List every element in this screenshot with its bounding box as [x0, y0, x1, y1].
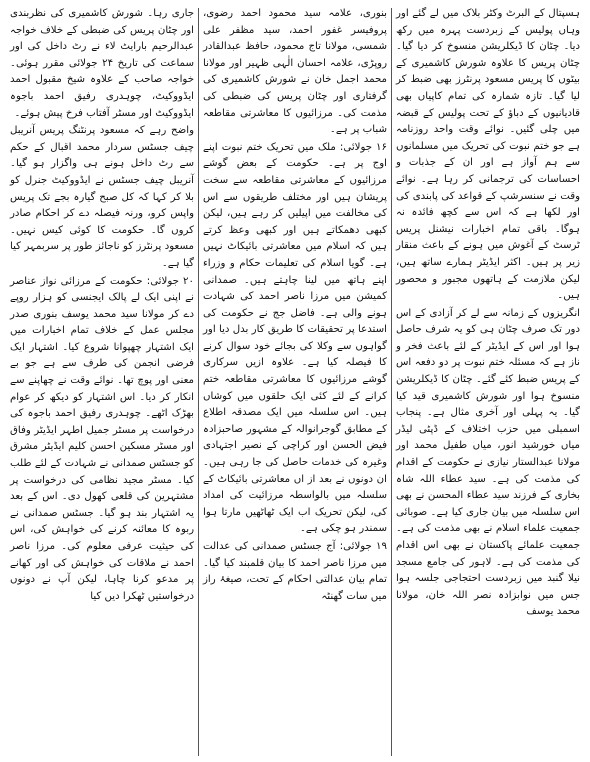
column-right	[392, 6, 584, 758]
paragraph: ہسپتال کے البرٹ وکٹر بلاک میں لے گئے اور وہاں پولیس کے زبردست پہرہ میں رکھ دیا۔ چٹان کا ڈیکلریشن منسوخ کر دیا گیا۔ چٹان پریس کا علاوہ شورش کاشمیری کے بیٹوں کا پریس مسعود پرنٹرز بھی ضبط کر لیا گیا۔ تازہ شمارہ کی تمام کاپیاں بھی قادیانیوں کے دباؤ کے تحت پولیس کے قبضہ میں چلی گئیں۔ نوائے وقت واحد روزنامہ ہے جو ختم نبوت کی تحریک میں مسلمانوں سے ہم آواز ہے اور ان کے جذبات و احساسات کی ترجمانی کر رہا ہے۔ نوائے وقت نے سنسرشپ کے قواعد کی پابندی کی اور لکھا ہے کہ اس سے کچھ فائدہ نہ ہوگا۔ باقی تمام اخبارات نیشنل پریس ٹرسٹ کے آغوش میں ہونے کے باعث منقار زیر پر ہیں۔ اکثر ایڈیٹر ہمارے ساتھ ہیں، لیکن ملازمت کے ہاتھوں مجبور و محصور ہیں۔	[396, 8, 580, 302]
paragraph: ۱۶ جولائی: ملک میں تحریک ختم نبوت اپنے اوج پر ہے۔ حکومت کے بعض گوشے مرزائیوں کے معاشرتی مقاطعہ سے سخت پریشان ہیں اور مختلف طریقوں سے اس کی مخالفت میں اپیلیں کر رہے ہیں، لیکن کبھی دھمکاتے ہیں اور کبھی وعظ کرتے ہیں کہ اسلام میں معاشرتی بائیکاٹ نہیں ہے۔ گویا اسلام کی تعلیمات حکام و وزراء اپنے ہاتھ میں لینا چاہتے ہیں۔ صمدانی کمیشن میں مرزا ناصر احمد کی شہادت ہونے والی ہے۔ فاضل جج نے حکومت کی استدعا پر تحقیقات کا طریق کار بدل دیا اور گواہوں سے وکلا کی بجائے خود سوال کرنے کا فیصلہ کیا ہے۔ علاوہ ازیں سرکاری گوشے مرزائیوں کا معاشرتی مقاطعہ ختم کرانے کے لئے کئی ایک حلقوں میں کوشاں ہیں۔ اس سلسلہ میں ایک مصدقہ اطلاع کے مطابق گوجرانوالہ کے مشہور صاحبزادہ فیض الحسن اور کراچی کے نصیر اجتہادی وغیرہ کی خدمات حاصل کی جا رہی ہیں۔ ان دونوں نے بعد از اں معاشرتی بائیکاٹ کے سلسلہ میں بالواسطہ مرزائیت کی امداد کی، لیکن تحریک اب ایک ٹھاٹھیں مارتا ہوا سمندر ہو چکی ہے۔	[203, 141, 387, 535]
paragraph: ۱۹ جولائی: آج جسٹس صمدانی کی عدالت میں مرزا ناصر احمد کا بیان قلمبند کیا گیا۔ تمام بیان عدالتی احکام کے تحت، صیغۂ راز میں سات گھنٹہ	[203, 541, 387, 602]
column-left	[6, 6, 198, 758]
column-divider	[391, 8, 392, 756]
paragraph: انگریزوں کے زمانہ سے لے کر آزادی کے اس دور تک صرف چٹان ہی کو یہ شرف حاصل ہوا اور اس کے ایڈیٹر کے لئے باعث فخر و ناز ہے کہ مسئلہ ختم نبوت پر دو دفعہ اس کے پریس ضبط کئے گئے۔ چٹان کا ڈیکلریشن منسوخ ہوا اور شورش کاشمیری قید کیا گیا۔ یہ پہلی اور آخری مثال ہے۔ پنجاب اسمبلی میں حزب اختلاف کے ڈپٹی لیڈر میاں خورشید انور، میاں طفیل محمد اور مولانا عبدالستار نیازی نے حکومت کے اقدام کی مذمت کی ہے۔ سید عطاء اللہ شاہ بخاری کے فرزند سید عطاء المحسن نے بھی اس سلسلہ میں بیان جاری کیا ہے۔ صوبائی جمعیت علماء اسلام نے بھی مذمت کی ہے۔ جمعیت علمائے پاکستان نے بھی اس اقدام کی مذمت کی ہے۔ لاہور کی جامع مسجد نیلا گنبد میں زبردست احتجاجی جلسہ ہوا جس میں نوابزادہ نصر اللہ خان، مولانا محمد یوسف	[396, 307, 580, 618]
paragraph: بنوری، علامہ سید محمود احمد رضوی، پروفیسر غفور احمد، سید مظفر علی شمسی، مولانا تاج محمود، حافظ عبدالقادر روپڑی، علامہ احسان الٰہی ظہیر اور مولانا محمد اجمل خان نے شورش کاشمیری کی گرفتاری اور چٹان پریس کی ضبطی کی مذمت کی۔ مرزائیوں کا معاشرتی مقاطعہ شباب پر ہے۔	[203, 8, 387, 136]
column-divider	[198, 8, 199, 756]
paragraph: جاری رہا۔ شورش کاشمیری کی نظربندی اور چٹان پریس کی ضبطی کے خلاف خواجہ عبدالرحیم بارایٹ لاء نے رٹ داخل کی اور سماعت کی تاریخ ۲۴ جولائی مقرر ہوئی۔ خواجہ صاحب کے علاوہ شیخ مقبول احمد ایڈووکیٹ، چوہدری رفیق احمد باجوہ ایڈووکیٹ اور مسٹر آفتاب فرخ پیش ہوئے۔	[10, 8, 194, 119]
paragraph: واضح رہے کہ مسعود پرنٹنگ پریس آنریبل چیف جسٹس سردار محمد اقبال کے حکم سے رٹ داخل ہونے ہی واگزار ہو گیا۔ آنریبل چیف جسٹس نے ایڈووکیٹ جنرل کو بلا کر کہا کہ کل صبح گیارہ بجے تک پریس واپس کرو، ورنہ فیصلہ دے کر احکام صادر کروں گا۔ حکومت کا کوئی کیس نہیں۔ مسعود پرنٹرز کو ناجائز طور پر سربمہر کیا گیا ہے۔	[10, 125, 194, 269]
paragraph: ۲۰ جولائی: حکومت کے مرزائی نواز عناصر نے اپنی ایک لے پالک ایجنسی کو ہزار روپے دے کر مولانا سید محمد یوسف بنوری صدر مجلس عمل کے خلاف تمام اخبارات میں ایک اشتہار چھپوانا شروع کیا۔ اشتہار ایک فرضی انجمن کی طرف سے ہے جو بے معنی اور پوچ تھا۔ نوائے وقت نے چھاپنے سے انکار کر دیا۔ اس اشتہار کو دیکھ کر عوام بھڑک اٹھے۔ چوہدری رفیق احمد باجوہ کی درخواست پر مسٹر جمیل اطہر ایڈیٹر وفاق اور مسٹر مسکین احسن کلیم ایڈیٹر مشرق کو جسٹس صمدانی نے شہادت کے لئے طلب کیا۔ مسٹر مجید نظامی کی درخواست پر مشتہرین کی قلعی کھول دی۔ اس کے بعد یہ اشتہار بند ہو گیا۔ جسٹس صمدانی نے ربوہ کا معائنہ کرنے کی خواہش کی، اس کی حیثیت عرفی معلوم کی۔ مرزا ناصر احمد نے ملاقات کی خواہش کی اور کھانے پر مدعو کرنا چاہا، لیکن آپ نے دونوں درخواستیں ٹھکرا دیں کیا	[10, 275, 194, 602]
column-middle	[199, 6, 391, 758]
